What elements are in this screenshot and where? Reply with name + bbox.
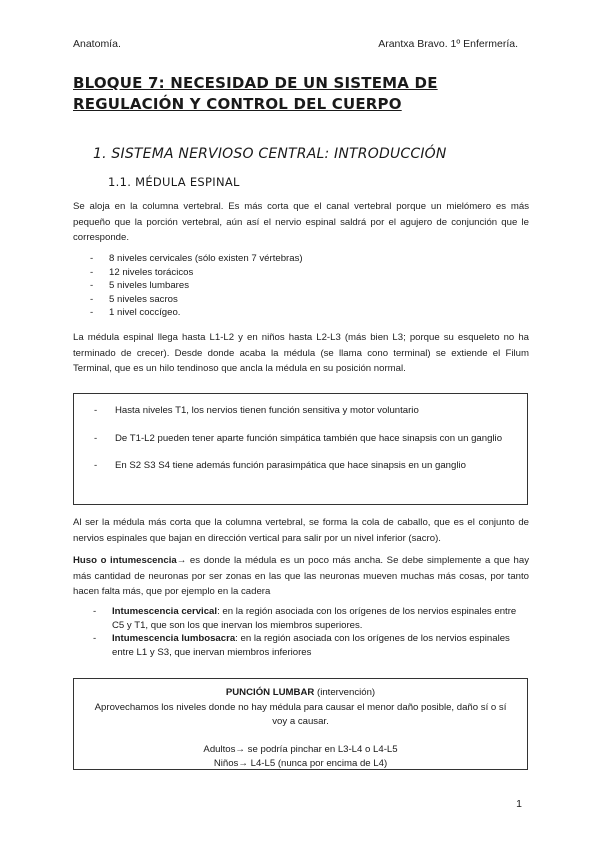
puncion-adults: Adultos→ se podría pinchar en L3-L4 o L4-L5 xyxy=(203,743,398,755)
list-item xyxy=(93,605,529,632)
paragraph-medula-length: La médula espinal llega hasta L1-L2 y en niños hasta L2-L3 (más bien L3; porque su esqueleto no ha terminado de crecer). Desde donde acaba la médula (se llama cono terminal) se extiende el Filum Terminal, que es un hilo tendinoso que ancla la médula en su posición normal. xyxy=(73,332,529,374)
puncion-children: Niños→ L4-L5 (nunca por encima de L4) xyxy=(213,758,388,769)
intumescencias-list xyxy=(93,605,529,659)
subsection-title: 1.1. MÉDULA ESPINAL xyxy=(108,175,240,189)
intumescencia-term: Intumescencia cervical xyxy=(112,606,218,617)
header-subject: Anatomía. xyxy=(73,38,121,50)
paragraph-huso xyxy=(73,553,529,600)
list-item: - De T1-L2 pueden tener aparte función simpática también que hace sinapsis con un ganglio xyxy=(94,431,504,447)
list-item: - En S2 S3 S4 tiene además función parasimpática que hace sinapsis en un ganglio xyxy=(94,458,504,474)
puncion-description: Aprovechamos los niveles donde no hay médula para causar el menor daño posible, daño sí o sí voy a causar. xyxy=(94,701,507,727)
puncion-title-rest: (intervención) xyxy=(314,687,376,698)
section-title: 1. SISTEMA NERVIOSO CENTRAL: INTRODUCCIÓN xyxy=(93,146,447,162)
list-item xyxy=(93,632,529,659)
functions-box xyxy=(73,393,528,505)
paragraph-intro: Se aloja en la columna vertebral. Es más corta que el canal vertebral porque un mielómero es más pequeño que la porción vertebral, aún así el nervio espinal saldrá por el agujero de conjunción que le corresponde. xyxy=(73,201,529,243)
list-item: - Hasta niveles T1, los nervios tienen función sensitiva y motor voluntario xyxy=(94,403,504,419)
block-title: BLOQUE 7: NECESIDAD DE UN SISTEMA DE REGULACIÓN Y CONTROL DEL CUERPO xyxy=(73,74,438,113)
list-item: - 8 niveles cervicales (sólo existen 7 vértebras) xyxy=(90,252,303,266)
list-item: - 12 niveles torácicos xyxy=(90,266,303,280)
intumescencia-text: : en la región asociada con los orígenes de los nervios espinales entre L1 y S3, que inervan miembros inferiores xyxy=(112,633,510,658)
huso-text: → es donde la médula es un poco más ancha. Se debe simplemente a que hay más cantidad de neuronas por ser zonas en las que las neuronas mueven muchas más cosas, por tanto hacen falta más, que por ejemplo en la cadera xyxy=(73,555,529,597)
list-item: - 5 niveles sacros xyxy=(90,293,303,307)
intumescencia-term: Intumescencia lumbosacra xyxy=(112,633,236,645)
levels-list xyxy=(90,252,303,320)
huso-term: Huso o intumescencia xyxy=(73,555,177,566)
intumescencia-text: : en la región asociada con los orígenes de los nervios espinales entre C5 y T1, que son los que inervan los miembros superiores. xyxy=(112,606,517,631)
puncion-title-bold: PUNCIÓN LUMBAR xyxy=(225,687,315,698)
functions-list xyxy=(94,403,504,486)
list-item: - 1 nivel coccígeo. xyxy=(90,306,303,320)
puncion-lumbar-box xyxy=(73,678,528,770)
puncion-title xyxy=(74,686,527,701)
list-item: - 5 niveles lumbares xyxy=(90,279,303,293)
paragraph-cola-caballo: Al ser la médula más corta que la columna vertebral, se forma la cola de caballo, que es el conjunto de nervios espinales que bajan en dirección vertical para salir por un nivel inferior (sacro). xyxy=(73,517,529,544)
page-number: 1 xyxy=(516,798,522,810)
header-author: Arantxa Bravo. 1º Enfermería. xyxy=(378,38,518,50)
